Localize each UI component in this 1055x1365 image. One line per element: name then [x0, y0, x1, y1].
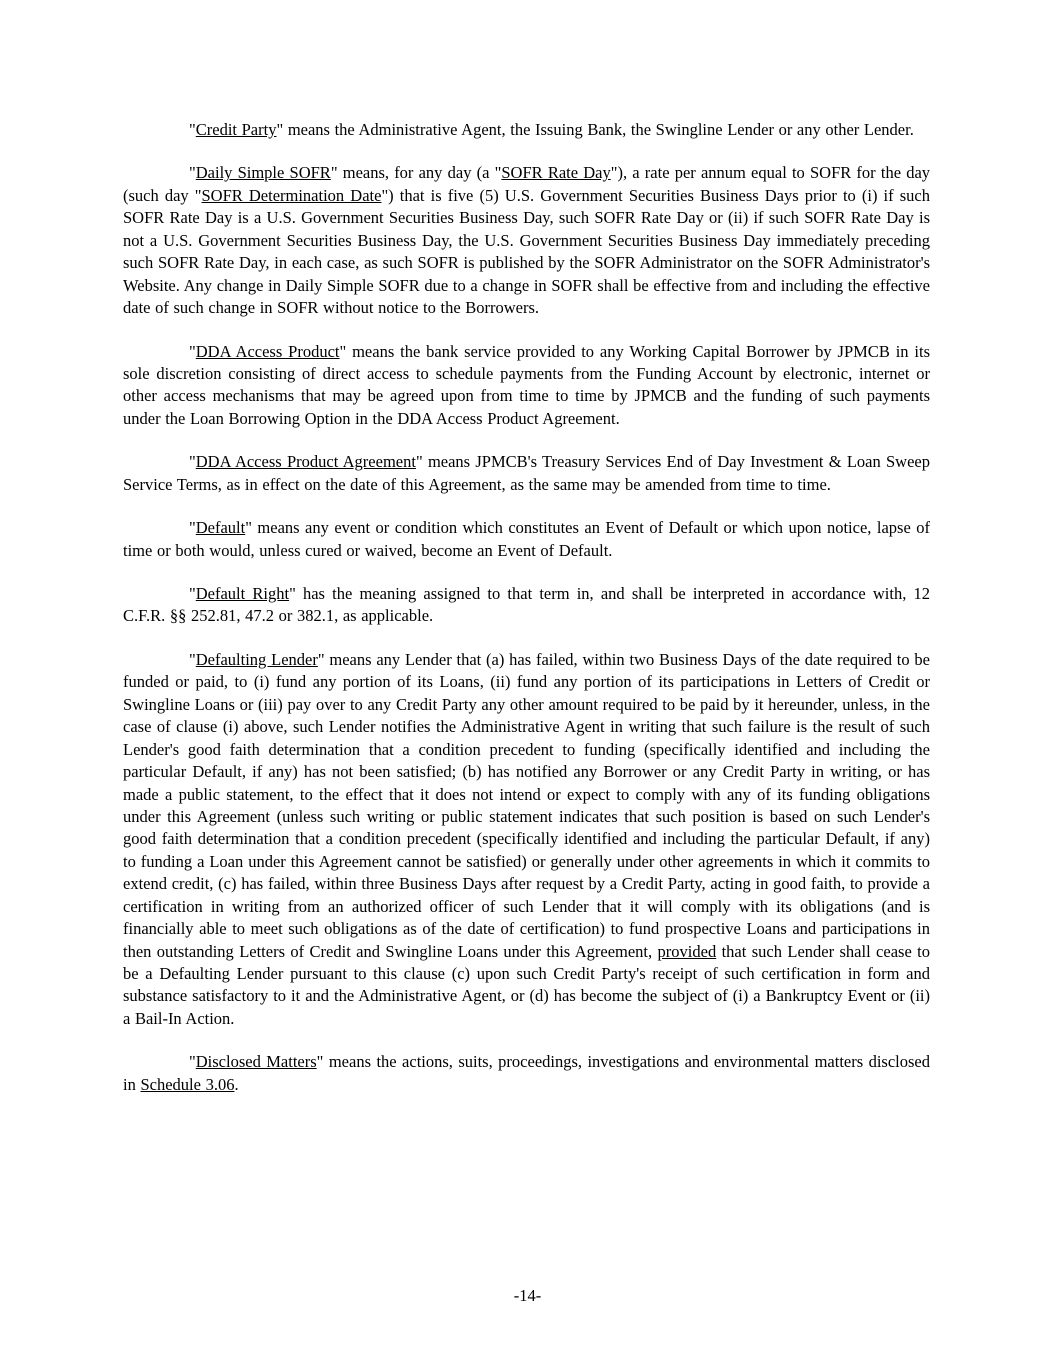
text-run: " means the actions, suits, proceedings, investigations and environmental matters disclosed in [123, 1052, 930, 1094]
text-run: " means the Administrative Agent, the Issuing Bank, the Swingline Lender or any other Lender. [276, 120, 914, 139]
text-run: . [234, 1074, 239, 1094]
text-run: "), a rate per annum equal to SOFR for the day (such day " [123, 163, 931, 205]
defined-term: Schedule 3.06 [140, 1074, 235, 1094]
defined-term: SOFR Determination Date [201, 185, 382, 205]
text-run: " [189, 163, 196, 183]
paragraph [123, 583, 930, 628]
text-run: " means any Lender that (a) has failed, within two Business Days of the date required to be funded or paid, to (i) fund any portion of its Loans, (ii) fund any portion of its participations in Letters of Credit or Swingline Loans or (iii) pay over to any Credit Party any other amount required to be paid by it hereunder, unless, in the case of clause (i) above, such Lender notifies the Administrative Agent in writing that such failure is the result of such Lender's good faith determination that a condition precedent to funding (specifically identified and including the particular Default, if any) has not been satisfied; (b) has notified any Borrower or any Credit Party in writing, or has made a public statement, to the effect that it does not intend or expect to comply with any of its funding obligations under this Agreement (unless such writing or public statement indicates that such position is based on such Lender's good faith determination that a condition precedent (specifically identified and including the particular Default, if any) to funding a Loan under this Agreement cannot be satisfied) or generally under other agreements in which it commits to extend credit, (c) has failed, within three Business Days after request by a Credit Party, acting in good faith, to provide a certification in writing from an authorized officer of such Lender that it will comply with its obligations (and is financially able to meet such obligations as of the date of certification) to fund prospective Loans and participations in then outstanding Letters of Credit and Swingline Loans under this Agreement, [123, 649, 931, 961]
text-run: " [189, 584, 196, 603]
text-run: " means, for any day (a " [330, 163, 502, 183]
defined-term: DDA Access Product [195, 341, 340, 361]
defined-term: Daily Simple SOFR [195, 163, 331, 183]
paragraph [123, 517, 930, 562]
text-run: " has the meaning assigned to that term in, and shall be interpreted in accordance with, 12 C.F.R. §§ 252.81, 47.2 or 382.1, as applicable. [123, 584, 930, 626]
paragraph [123, 1051, 930, 1096]
paragraph [123, 162, 930, 319]
text-run: ") that is five (5) U.S. Government Securities Business Days prior to (i) if such SOFR Rate Day is a U.S. Government Securities Business Day, such SOFR Rate Day or (ii) if such SOFR Rate Day is not a U.S. Government Securities Business Day, the U.S. Government Securities Business Day immediately preceding such SOFR Rate Day, in each case, as such SOFR is published by the SOFR Administrator on the SOFR Administrator's Website. Any change in Daily Simple SOFR due to a change in SOFR shall be effective from and including the effective date of such change in SOFR without notice to the Borrowers. [123, 185, 930, 318]
defined-term: Defaulting Lender [195, 649, 318, 669]
defined-term: SOFR Rate Day [501, 163, 611, 183]
paragraph [123, 341, 930, 431]
paragraph [123, 451, 930, 496]
text-run: " [189, 649, 196, 669]
text-run: " [189, 120, 196, 139]
paragraph [123, 649, 930, 1030]
document-body [123, 119, 930, 1117]
defined-term: provided [657, 941, 717, 961]
page-number: -14- [513, 1285, 542, 1305]
text-run: " [189, 341, 196, 361]
defined-term: Credit Party [195, 120, 277, 139]
text-run: " [189, 452, 196, 472]
text-run: " means JPMCB's Treasury Services End of Day Investment & Loan Sweep Service Terms, as in effect on the date of this Agreement, as the same may be amended from time to time. [123, 452, 930, 494]
page-footer [0, 1285, 1055, 1307]
text-run: that such Lender shall cease to be a Defaulting Lender pursuant to this clause (c) upon such Credit Party's receipt of such certification in form and substance satisfactory to it and the Administrative Agent, or (d) has become the subject of (i) a Bankruptcy Event or (ii) a Bail-In Action. [123, 941, 930, 1028]
text-run: " means any event or condition which constitutes an Event of Default or which upon notice, lapse of time or both would, unless cured or waived, become an Event of Default. [123, 518, 930, 560]
defined-term: DDA Access Product Agreement [195, 452, 416, 472]
defined-term: Default [195, 518, 246, 538]
defined-term: Disclosed Matters [195, 1052, 317, 1072]
text-run: " [189, 1052, 196, 1072]
paragraph [123, 119, 930, 141]
defined-term: Default Right [195, 584, 290, 603]
text-run: " [189, 518, 196, 538]
text-run: " means the bank service provided to any Working Capital Borrower by JPMCB in its sole discretion consisting of direct access to schedule payments from the Funding Account by electronic, internet or other access mechanisms that may be agreed upon from time to time by JPMCB and the funding of such payments under the Loan Borrowing Option in the DDA Access Product Agreement. [123, 341, 930, 428]
